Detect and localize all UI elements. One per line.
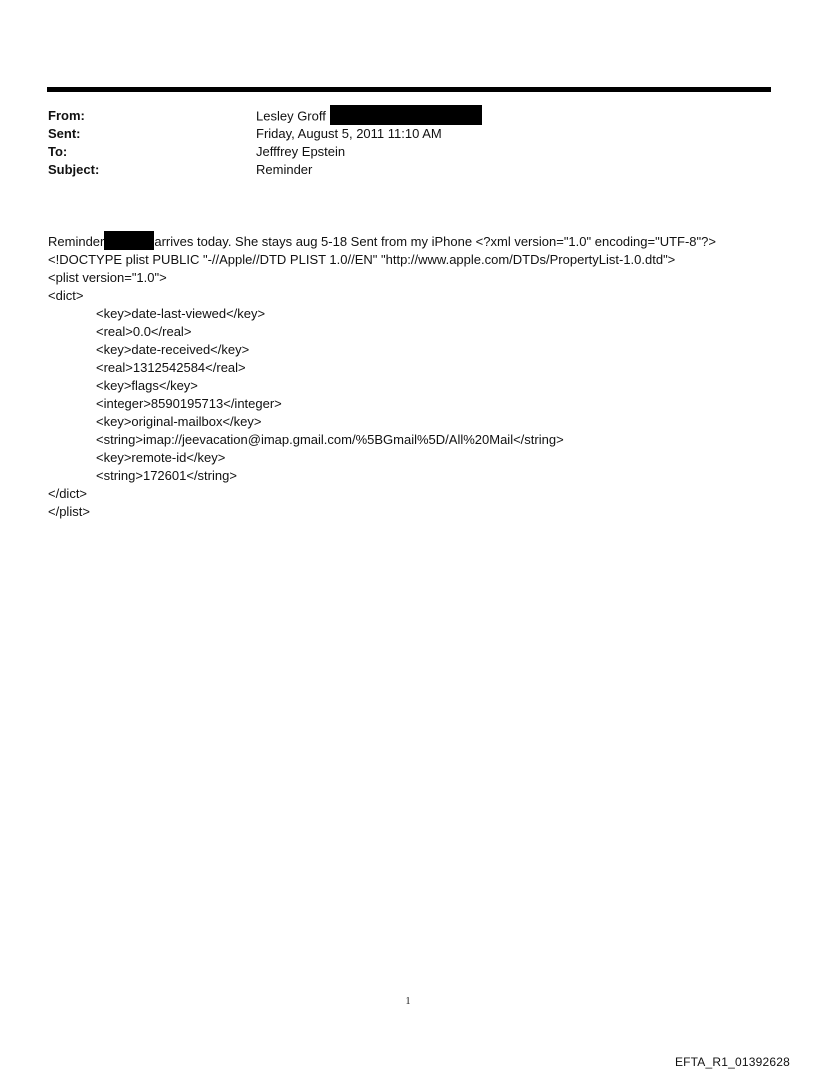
redaction-box-name: [104, 231, 154, 250]
dict-line: <key>date-last-viewed</key>: [96, 306, 266, 321]
closing-line: </plist>: [48, 504, 90, 519]
dict-line: <key>original-mailbox</key>: [96, 414, 262, 429]
dict-line: <key>date-received</key>: [96, 342, 250, 357]
closing-line: </dict>: [48, 486, 88, 501]
dict-line: <real>1312542584</real>: [96, 360, 246, 375]
email-body: [48, 233, 772, 521]
from-value: [256, 107, 482, 127]
from-label: From:: [48, 108, 85, 123]
sender-name: Lesley Groff: [256, 108, 326, 124]
body-line: <!DOCTYPE plist PUBLIC "-//Apple//DTD PLIST 1.0//EN" "http://www.apple.com/DTDs/PropertyList-1.0.dtd">: [48, 252, 676, 267]
dict-line: <integer>8590195713</integer>: [96, 396, 282, 411]
subject-label: Subject:: [48, 162, 100, 177]
page-number: 1: [405, 996, 411, 1007]
subject-row: [48, 161, 768, 179]
body-line-1: [48, 233, 772, 251]
body-line-1-end: arrives today. She stays aug 5-18 Sent from my iPhone <?xml version="1.0" encoding="UTF-8"?>: [154, 234, 716, 249]
to-value: Jefffrey Epstein: [256, 144, 346, 159]
header-rule: [47, 87, 771, 92]
dict-line: <real>0.0</real>: [96, 324, 192, 339]
to-label: To:: [48, 144, 68, 159]
document-id: EFTA_R1_01392628: [674, 1055, 790, 1069]
dict-line: <string>imap://jeevacation@imap.gmail.com/%5BGmail%5D/All%20Mail</string>: [96, 432, 564, 447]
sent-row: [48, 125, 768, 143]
dict-line: <string>172601</string>: [96, 468, 237, 483]
body-line: <dict>: [48, 288, 84, 303]
body-line: <plist version="1.0">: [48, 270, 167, 285]
to-row: [48, 143, 768, 161]
email-header: [48, 107, 768, 179]
dict-line: <key>remote-id</key>: [96, 450, 226, 465]
sent-value: Friday, August 5, 2011 11:10 AM: [256, 126, 442, 141]
dict-line: <key>flags</key>: [96, 378, 198, 393]
redaction-box-sender-email: [330, 105, 482, 125]
sent-label: Sent:: [48, 126, 81, 141]
from-row: [48, 107, 768, 125]
body-line-1-start: Reminder: [48, 234, 105, 249]
subject-value: Reminder: [256, 162, 313, 177]
